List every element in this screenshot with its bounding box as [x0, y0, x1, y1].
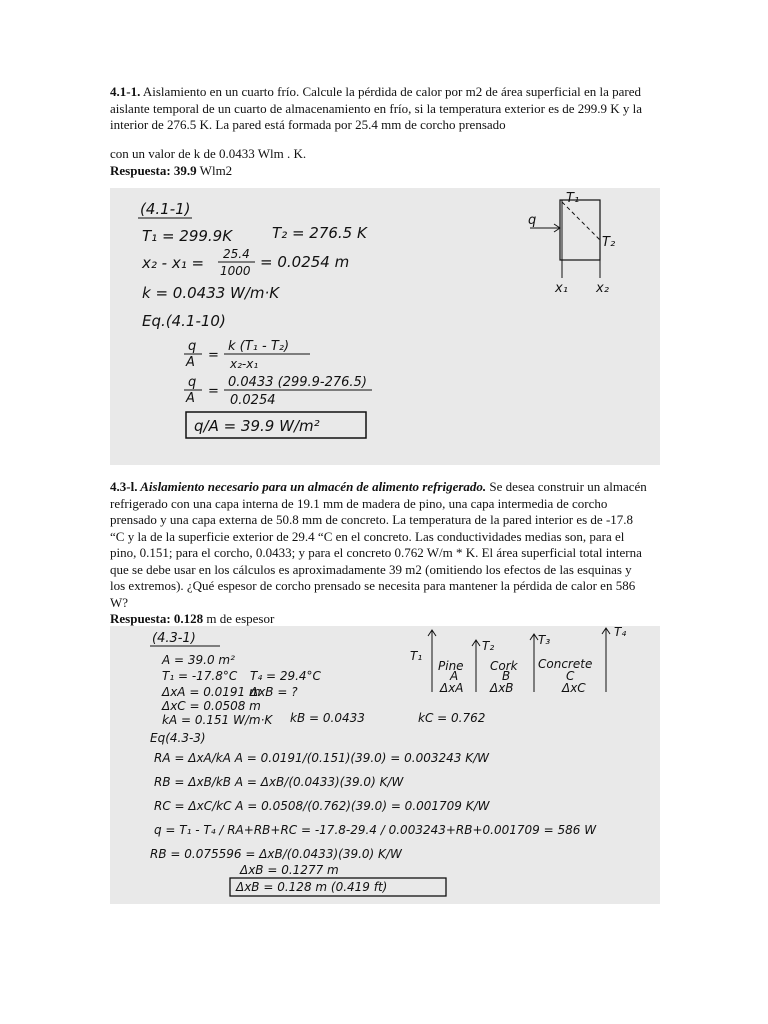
- diagram-2-dxb: ΔxB: [490, 681, 514, 695]
- equals-sign: =: [208, 348, 219, 363]
- problem-2-answer-label: Respuesta: 0.128: [110, 611, 204, 626]
- solution-2-area: A = 39.0 m²: [162, 653, 235, 667]
- solution-2-dxb: ΔxB = ?: [250, 685, 298, 699]
- solution-2-kc: kC = 0.762: [418, 711, 486, 725]
- solution-1-handwriting: [110, 188, 660, 465]
- diagram-2-t4: T₄: [614, 626, 627, 639]
- solution-1-f1-num: k (T₁ - T₂): [228, 339, 290, 354]
- solution-2-eq: Eq(4.3-3): [150, 731, 206, 745]
- solution-2-scan: [110, 626, 660, 904]
- problem-1-answer-unit: Wlm2: [196, 162, 233, 178]
- solution-2-rb: RB = ΔxB/kB A = ΔxB/(0.0433)(39.0) K/W: [154, 775, 404, 789]
- solution-2-kb: kB = 0.0433: [290, 711, 365, 725]
- solution-2-rc: RC = ΔxC/kC A = 0.0508/(0.762)(39.0) = 0.001709 K/W: [154, 799, 490, 813]
- solution-2-dxa: ΔxA = 0.0191 m: [162, 685, 261, 699]
- solution-2-t4: T₄ = 29.4°C: [250, 669, 321, 683]
- problem-1-number: 4.1-1.: [110, 84, 141, 99]
- diagram-1-x1: x₁: [555, 281, 568, 296]
- diagram-2-cork: Cork: [490, 659, 518, 673]
- problem-2-statement: [110, 479, 650, 628]
- solution-1-f2-den: 0.0254: [230, 393, 276, 408]
- diagram-2-concrete: Concrete: [538, 657, 593, 671]
- wall-diagram-2: [410, 626, 626, 695]
- diagram-1-x2: x₂: [596, 281, 609, 296]
- solution-2-ra: RA = ΔxA/kA A = 0.0191/(0.151)(39.0) = 0.003243 K/W: [154, 751, 490, 765]
- solution-2-rb2: RB = 0.075596 = ΔxB/(0.0433)(39.0) K/W: [150, 847, 402, 861]
- problem-1-statement: [110, 84, 650, 134]
- solution-1-qa-num-2: q: [188, 375, 197, 390]
- solution-1-eq: Eq.(4.1-10): [142, 312, 226, 330]
- solution-1-f2-num: 0.0433 (299.9-276.5): [228, 375, 367, 390]
- solution-1-dx-rhs: = 0.0254 m: [260, 253, 350, 271]
- solution-1-qa-num: q: [188, 339, 197, 354]
- diagram-2-t2: T₂: [482, 639, 495, 653]
- solution-1-dx-lhs: x₂ - x₁ =: [142, 254, 205, 272]
- solution-2-t1: T₁ = -17.8°C: [162, 669, 238, 683]
- solution-1-t2: T₂ = 276.5 K: [272, 224, 367, 242]
- solution-2-handwriting: [110, 626, 660, 904]
- equals-sign-2: =: [208, 384, 219, 399]
- diagram-1-q: q: [528, 213, 537, 228]
- solution-1-f1-den: x₂-x₁: [230, 357, 259, 371]
- problem-1-statement-cont: [110, 146, 650, 179]
- solution-2-dxc: ΔxC = 0.0508 m: [162, 699, 261, 713]
- diagram-1-t2: T₂: [602, 235, 616, 250]
- solution-1-qa-den-2: A: [186, 391, 195, 406]
- diagram-2-dxa: ΔxA: [440, 681, 464, 695]
- solution-2-result: ΔxB = 0.128 m (0.419 ft): [236, 880, 388, 894]
- problem-1-text: Aislamiento en un cuarto frío. Calcule la pérdida de calor por m2 de área superficial en la pared aislante temporal de un cuarto de almacenamiento en frío, si la temperatura exterior es de 299.9 K y la interior de 276.5 K. La pared está formada por 25.4 mm de corcho prensado: [110, 84, 643, 132]
- diagram-2-t1: T₁: [410, 649, 423, 663]
- problem-1-text-b: con un valor de k de 0.0433 Wlm . K.: [110, 146, 307, 161]
- problem-1-answer-label: Respuesta: 39.9: [110, 162, 197, 178]
- solution-2-ka: kA = 0.151 W/m·K: [162, 713, 273, 727]
- diagram-2-a: A: [450, 669, 459, 683]
- solution-2-dxb-value: ΔxB = 0.1277 m: [240, 863, 339, 877]
- diagram-2-dxc: ΔxC: [562, 681, 586, 695]
- solution-2-q: q = T₁ - T₄ / RA+RB+RC = -17.8-29.4 / 0.003243+RB+0.001709 = 586 W: [154, 823, 597, 837]
- problem-2-title: Aislamiento necesario para un almacén de alimento refrigerado.: [137, 479, 487, 494]
- wall-diagram-1: [528, 191, 615, 296]
- solution-2-ref: (4.3-1): [152, 631, 196, 646]
- diagram-2-t3: T₃: [538, 633, 551, 647]
- solution-1-ref: (4.1-1): [140, 200, 191, 218]
- solution-1-dx-num: 25.4: [223, 247, 250, 261]
- diagram-1-t1: T₁: [566, 191, 580, 206]
- solution-1-result: q/A = 39.9 W/m²: [194, 417, 320, 435]
- problem-2-answer-unit: m de espesor: [203, 611, 275, 626]
- problem-2-number: 4.3-l.: [110, 479, 138, 494]
- solution-1-qa-den: A: [186, 355, 195, 370]
- solution-1-scan: [110, 188, 660, 465]
- solution-1-dx-den: 1000: [220, 264, 251, 278]
- solution-1-t1: T₁ = 299.9K: [142, 227, 233, 245]
- problem-2-text: Se desea construir un almacén refrigerado con una capa interna de 19.1 mm de madera de pino, una capa intermedia de corcho prensado y una capa externa de 50.8 mm de concreto. La temperatura de la pared interior es de -17.8 “C y la de la superficie exterior de 29.4 “C en el concreto. Las conductividades medias son, para el pino, 0.151; para el corcho, 0.0433; y para el concreto 0.762 W/m * K. El área superficial total interna que se debe usar en los cálculos es aproximadamente 39 m2 (omitiendo los efectos de las esquinas y los extremos). ¿Qué espesor de corcho prensado se necesita para mantener la pérdida de calor en 586 W?: [110, 479, 647, 610]
- diagram-2-b: B: [502, 669, 511, 683]
- diagram-2-pine: Pine: [438, 659, 464, 673]
- solution-1-k: k = 0.0433 W/m·K: [142, 284, 280, 302]
- diagram-2-c: C: [566, 669, 575, 683]
